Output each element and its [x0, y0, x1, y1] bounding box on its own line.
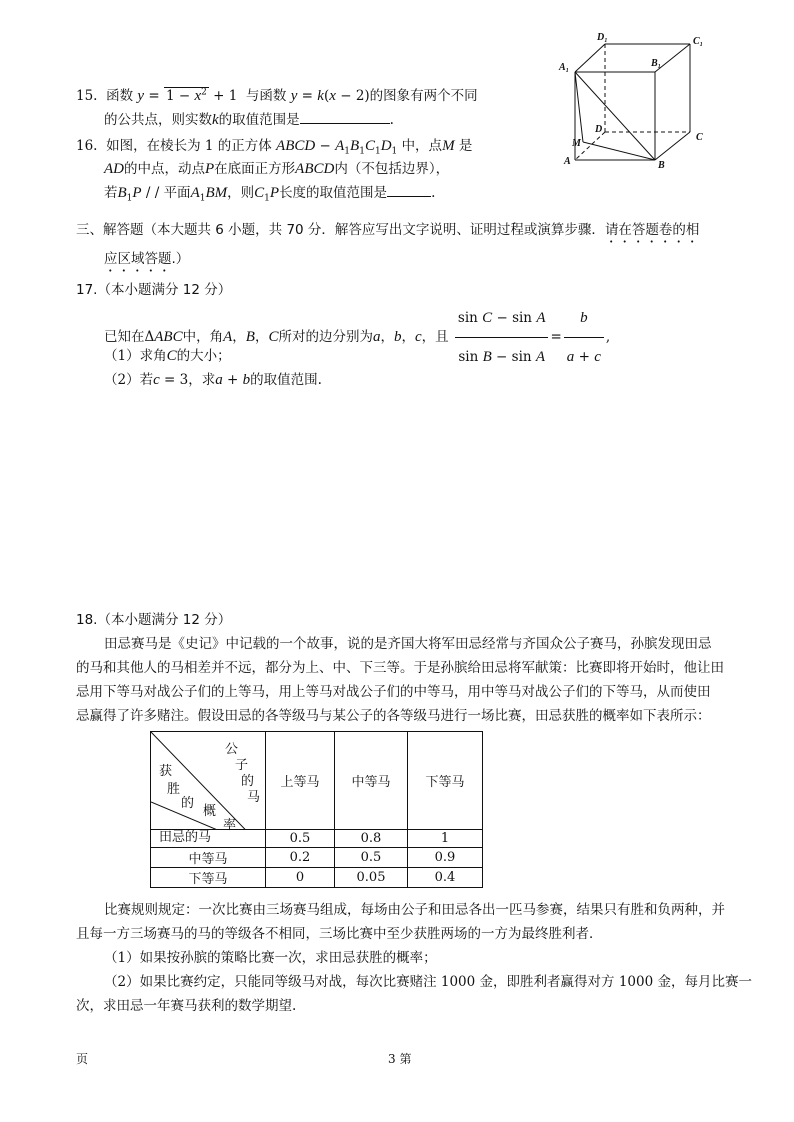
corner-huo-4: 率 [223, 818, 237, 833]
cell-2-1: 0.05 [335, 868, 408, 888]
q18-header: 18.（本小题满分 12 分） [76, 612, 232, 628]
q18-rule-l1: 比赛规则规定：一次比赛由三场赛马组成，每场由公子和田忌各出一匹马参赛，结果只有胜和负两种，并 [104, 902, 725, 918]
row-label-0 [151, 830, 266, 848]
cell-2-2: 0.4 [408, 868, 483, 888]
q15-line2: 的公共点，则实数k的取值范围是 . [104, 112, 394, 128]
cell-1-2: 0.9 [408, 848, 483, 868]
corner-tianji-label: 田忌的马 [159, 830, 212, 845]
q18-para1-l3: 忌用下等马对战公子们的上等马，用上等马对战公子们的中等马，用中等马对战公子们的下等马，从而使田 [76, 684, 711, 700]
q16-line3: 若$B_1P$ / / 平面$A_1BM$，则$C_1P$长度的取值范围是 . [104, 185, 436, 204]
q17-part2: （2）若c = 3，求a + b的取值范围. [104, 372, 322, 388]
footer-left: 页 [76, 1052, 89, 1066]
q15-line1: 15. 函数 $y = 1 - x^2 + 1$ 与函数 y = k(x − 2)的图象有两个不同 [76, 87, 478, 104]
corner-huo-2: 的 [181, 796, 195, 811]
corner-huo-3: 概 [203, 804, 217, 819]
label-C: C [696, 132, 703, 143]
q18-part2-l2: 次，求田忌一年赛马获利的数学期望. [76, 998, 297, 1014]
label-A: A [564, 156, 571, 167]
cell-0-2: 1 [408, 830, 483, 848]
q18-para1-l4: 忌赢得了许多赌注。假设田忌的各等级马与某公子的各等级马进行一场比赛，田忌获胜的概率如下表所示： [76, 708, 711, 724]
col-header-1: 中等马 [335, 732, 408, 830]
corner-huo-1: 胜 [167, 782, 181, 797]
q17-stem: 已知在ΔABC中，角A，B，C所对的边分别为a，b，c，且 $\frac{\text{sin C − sin A}}{\text{sin B − sin A}}$ = $\frac{b}{a + c}$ , [104, 300, 610, 375]
corner-huo-0: 获 [159, 764, 173, 779]
col-header-0: 上等马 [266, 732, 335, 830]
q18-part1: （1）如果按孙膑的策略比赛一次，求田忌获胜的概率； [104, 950, 437, 966]
corner-gongzi-1: 子 [235, 758, 249, 773]
col-header-2: 下等马 [408, 732, 483, 830]
q17-part1: （1）求角C的大小； [104, 348, 231, 364]
label-C1: C₁ [693, 36, 704, 47]
label-D1: D₁ [597, 32, 608, 43]
q18-rule-l2: 且每一方三场赛马的马的等级各不相同，三场比赛中至少获胜两场的一方为最终胜利者． [76, 926, 603, 942]
label-B: B [658, 160, 665, 170]
cube-figure [555, 30, 715, 170]
corner-gongzi-2: 的 [241, 774, 255, 789]
label-D: D [595, 124, 603, 135]
q17-header: 17.（本小题满分 12 分） [76, 282, 232, 298]
cell-1-1: 0.5 [335, 848, 408, 868]
footer-page: 3 第 [388, 1052, 412, 1066]
q18-part2-l1: （2）如果比赛约定，只能同等级马对战，每次比赛赌注 1000 金，即胜利者赢得对方 1000 金，每月比赛一 [104, 974, 752, 990]
odds-table [150, 731, 483, 888]
table-corner-cell [151, 732, 266, 833]
q16-line2: AD的中点，动点P在底面正方形ABCD内（不包括边界）， [104, 161, 450, 177]
section3-title: 三、解答题（本大题共 6 小题，共 70 分．解答应写出文字说明、证明过程或演算步骤．请在答题卷的相 [76, 222, 700, 238]
label-A1: A₁ [559, 62, 570, 73]
section3-title-line2: 应区域答题.） [104, 251, 190, 267]
q16-line1: 16. 如图，在棱长为 1 的正方体 ABCD − $A_1B_1C_1D_1$ 中，点M 是 [76, 138, 473, 157]
label-M: M [572, 138, 581, 149]
row-label-1: 中等马 [151, 848, 266, 868]
cell-1-0: 0.2 [266, 848, 335, 868]
q18-para1-l1: 田忌赛马是《史记》中记载的一个故事，说的是齐国大将军田忌经常与齐国众公子赛马，孙膑发现田忌 [104, 636, 712, 652]
row-label-2: 下等马 [151, 868, 266, 888]
corner-gongzi-3: 马 [247, 790, 261, 805]
corner-gongzi-0: 公 [225, 742, 239, 757]
cell-0-1: 0.8 [335, 830, 408, 848]
cell-0-0: 0.5 [266, 830, 335, 848]
cell-2-0: 0 [266, 868, 335, 888]
q18-para1-l2: 的马和其他人的马相差并不远，都分为上、中、下三等。于是孙膑给田忌将军献策：比赛即将开始时，他让田 [76, 660, 724, 676]
label-B1: B₁ [651, 58, 662, 69]
